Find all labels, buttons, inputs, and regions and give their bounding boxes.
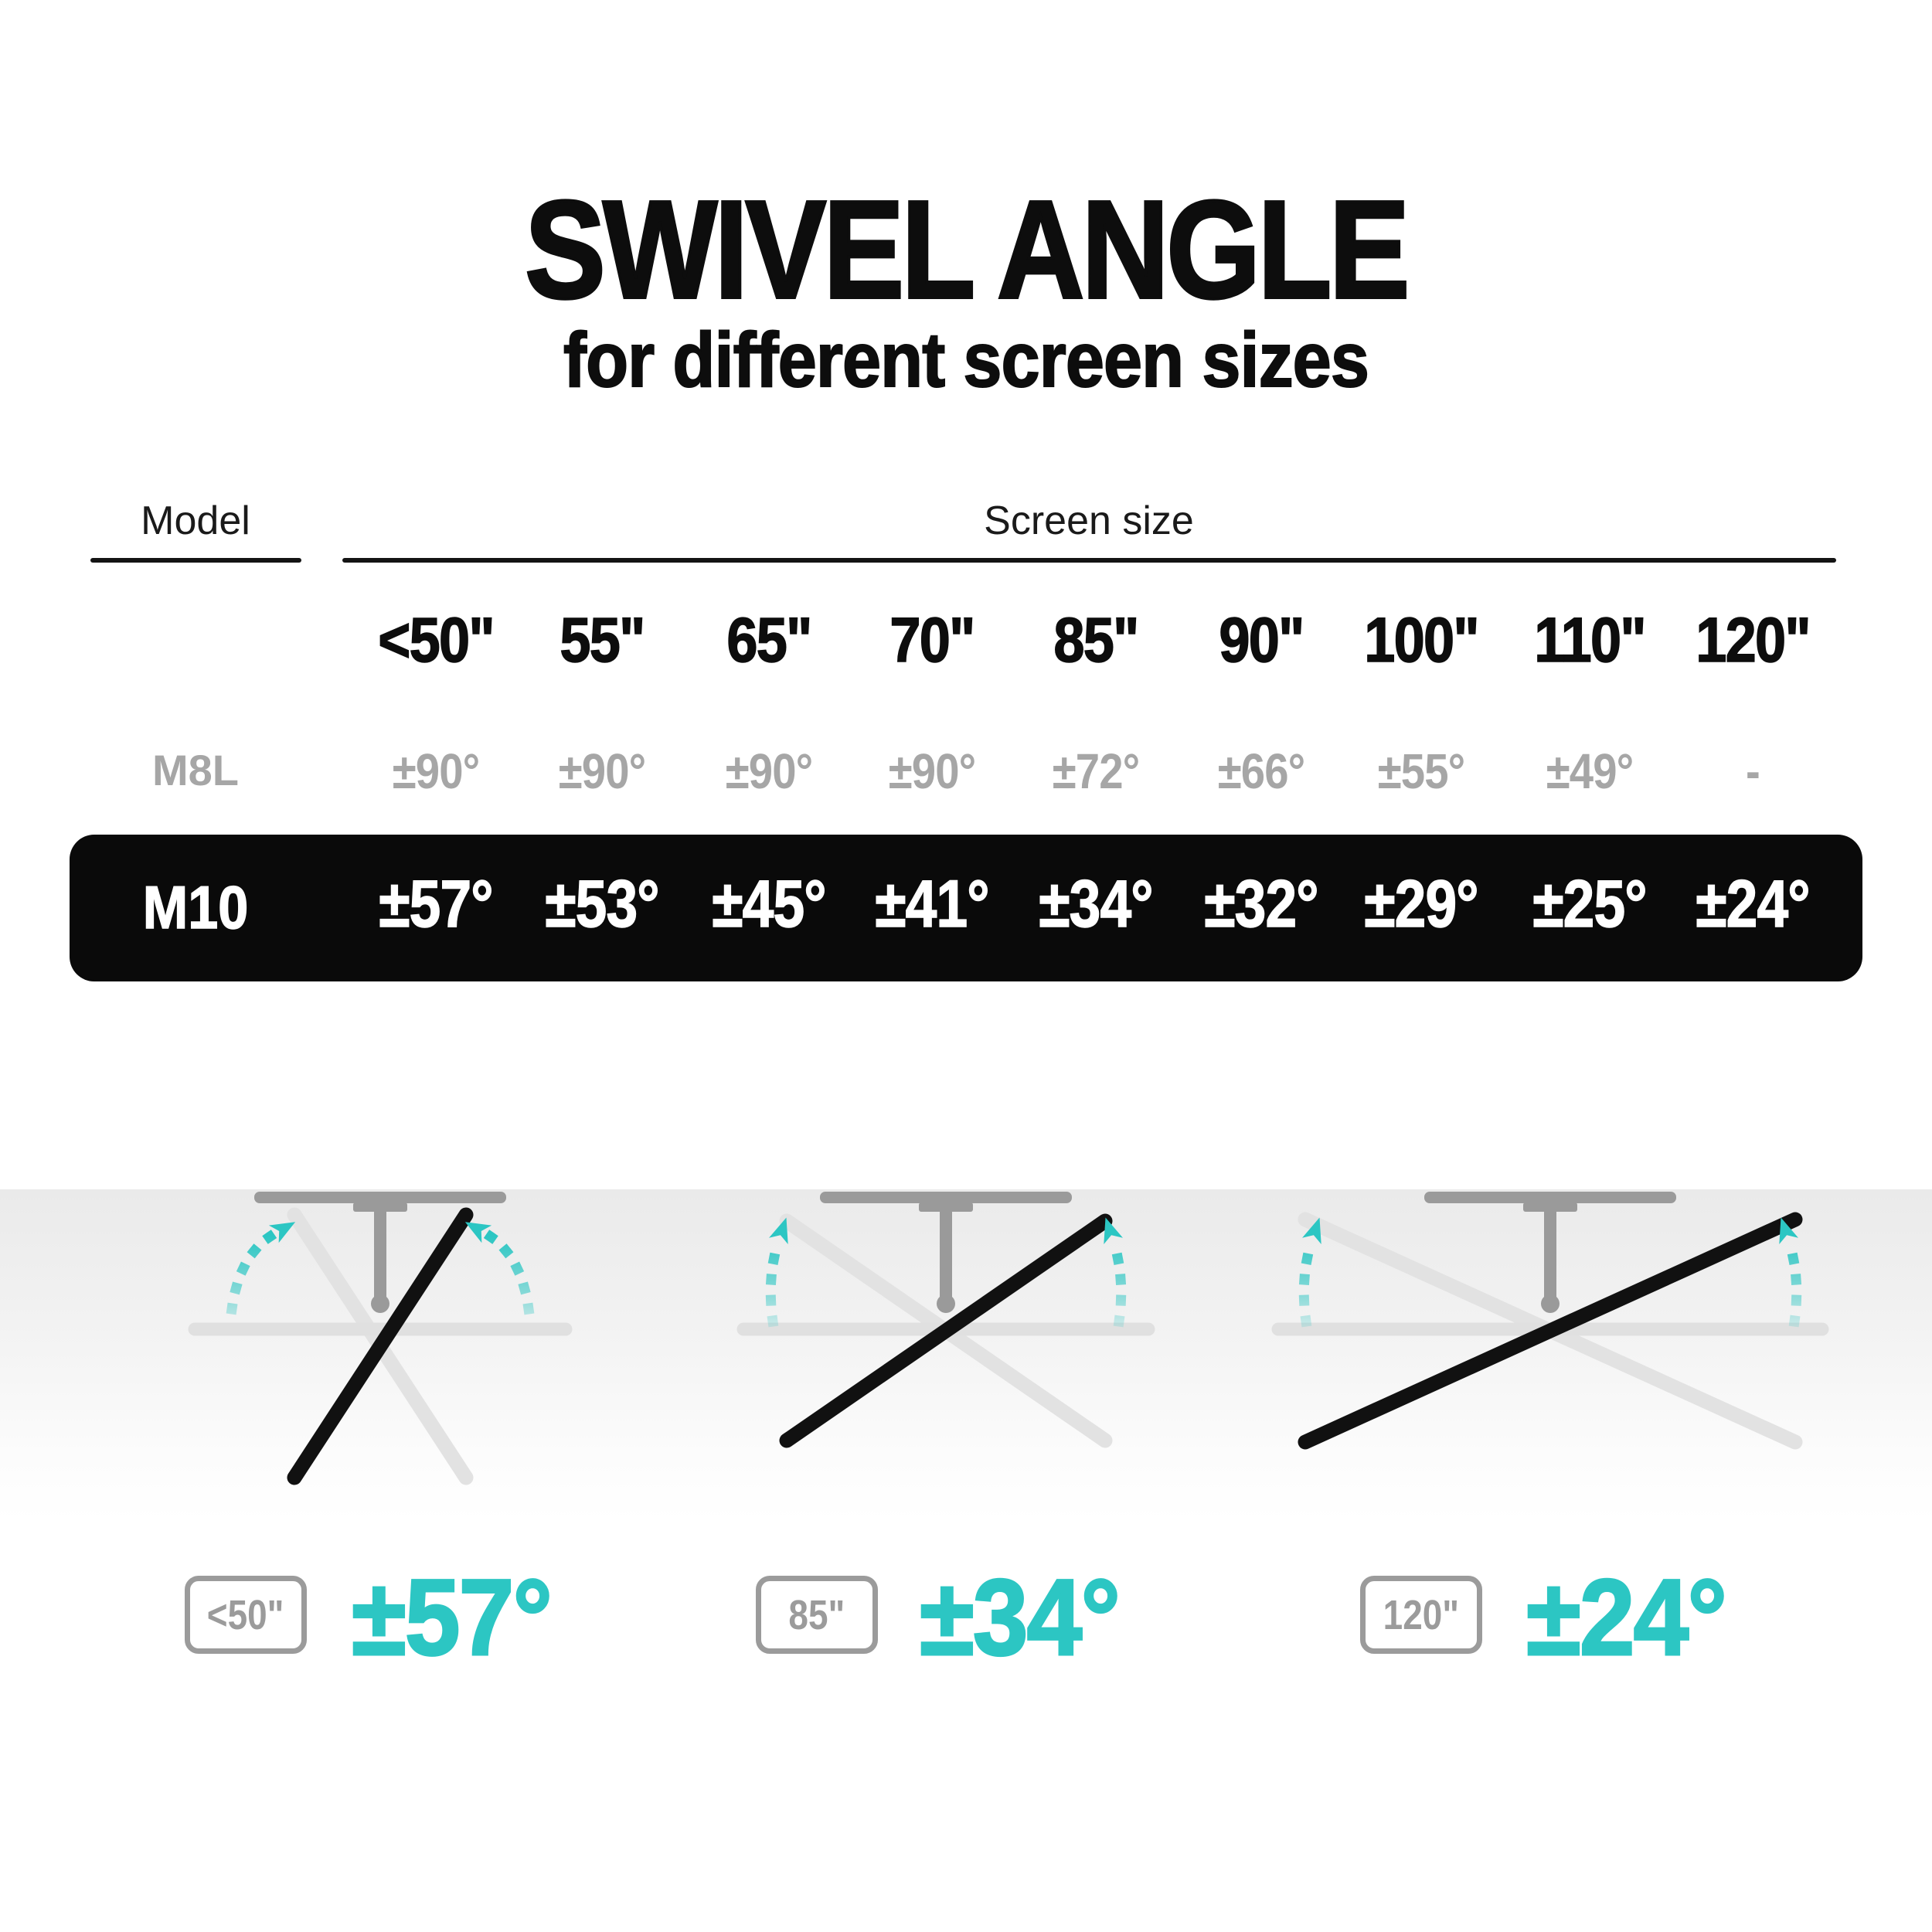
column-header: 55" [560,605,645,675]
swivel-diagram-large-screen [1278,1192,1822,1442]
swivel-diagram-medium-screen [743,1192,1148,1440]
m10-value: ±25° [1532,867,1647,941]
swivel-arrow-right [485,1233,529,1309]
m10-value: ±34° [1039,867,1153,941]
m8l-value: - [1746,743,1760,799]
page-title: SWIVEL ANGLE [525,172,1407,328]
m10-value: ±29° [1364,867,1478,941]
model-name-m10: M10 [142,873,249,941]
column-header: 110" [1534,605,1645,675]
m10-value: ±57° [379,867,493,941]
pivot-ball [1541,1294,1560,1313]
m8l-value: ±55° [1377,743,1465,799]
screen-size-badge [185,1576,307,1654]
column-header: 65" [726,605,811,675]
m10-value: ±41° [875,867,989,941]
m8l-value: ±49° [1546,743,1634,799]
m8l-value: ±72° [1052,743,1140,799]
pivot-ball [937,1294,955,1313]
column-header: <50" [378,605,494,675]
pivot-ball [371,1294,389,1313]
swivel-arrow-left [770,1240,779,1321]
screen-size-badge [1360,1576,1482,1654]
screen-size-badge-label: 120" [1383,1591,1460,1638]
m10-value: ±45° [712,867,826,941]
m8l-value: ±90° [725,743,813,799]
column-header: 100" [1364,605,1478,675]
column-header: 85" [1053,605,1138,675]
swivel-angle-callout: ±24° [1526,1556,1726,1678]
m8l-value: ±90° [392,743,480,799]
ceiling-mount-bracket [820,1192,1072,1313]
swivel-arrow-right [1788,1240,1797,1321]
model-name-m8l: M8L [152,746,239,794]
column-header: 90" [1219,605,1304,675]
m8l-value: ±66° [1217,743,1305,799]
swivel-arrow-left [232,1233,275,1309]
m8l-value: ±90° [558,743,646,799]
m8l-value: ±90° [888,743,976,799]
m10-value: ±24° [1696,867,1810,941]
column-header: 120" [1696,605,1810,675]
model-column-header: Model [141,498,250,543]
swivel-angle-callout: ±57° [352,1556,552,1678]
m10-value: ±32° [1204,867,1318,941]
swivel-angle-callout: ±34° [920,1556,1120,1678]
screen-size-badge [756,1576,878,1654]
swivel-diagram-small-screen [195,1192,566,1478]
screen-size-badge-label: 85" [788,1591,845,1638]
swivel-arrow-right [1113,1240,1121,1321]
swivel-arrow-left [1304,1240,1312,1321]
screen-size-badge-label: <50" [207,1591,284,1638]
page-subtitle: for different screen sizes [563,317,1369,403]
column-header: 70" [889,605,975,675]
screen-size-header: Screen size [984,498,1194,543]
m10-value: ±53° [545,867,659,941]
